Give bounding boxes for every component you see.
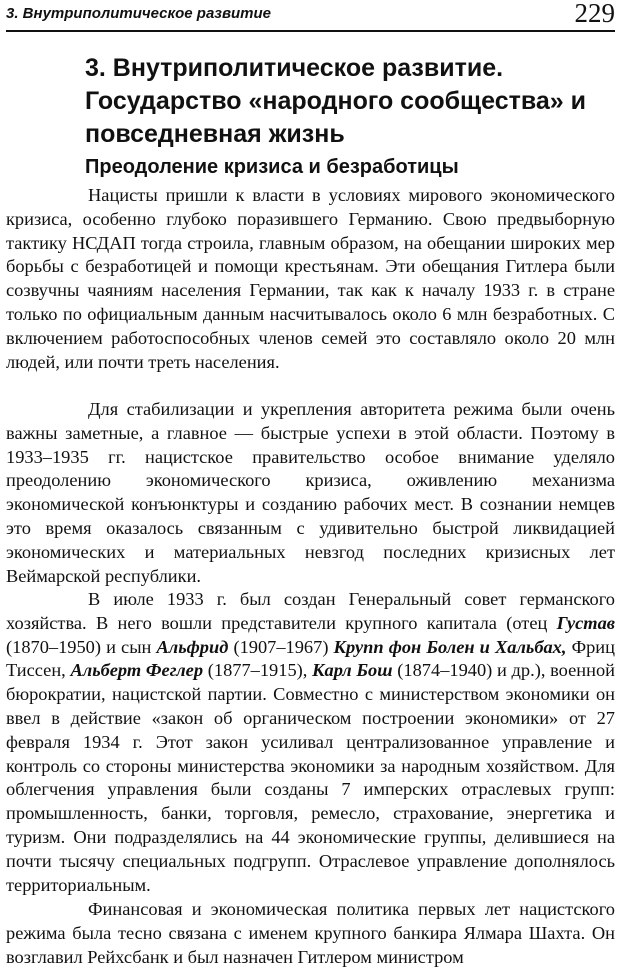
paragraph-2: Для стабилизации и укрепления авторитета режима были очень важны заметные, а главное — быстрые успехи в этой области. Поэтому в 1933–1935 гг. нацистское правительство особое внимание уделяло преодолению экономического кризиса, оживлению механизма экономической конъюнктуры и созданию рабочих мест. В сознании немцев это время оказалось связанным с удивительно быстрой ликвидацией экономических и материальных невзгод последних кризисных лет Веймарской республики. xyxy=(6,399,615,586)
paragraph-1: Нацисты пришли к власти в условиях мирового экономического кризиса, особенно глубоко поразившего Германию. Свою предвыборную тактику НСДАП тогда строила, главным образом, на обещании широких мер борьбы с безработицей и помощи крестьянам. Эти обещания Гитлера были созвучны чаяниям населения Германии, так как к началу 1933 г. в стране только по официальным данным насчитывалось около 6 млн безработных. С включением работоспособных членов семей это составляло около 20 млн людей, или почти треть населения. xyxy=(6,185,615,372)
section-title: Преодоление кризиса и безработицы xyxy=(85,156,459,178)
paragraph-4: Финансовая и экономическая политика первых лет нацистского режима была тесно связана с именем крупного банкира Ялмара Шахта. Он возглавил Рейхсбанк и был назначен Гитлером министром xyxy=(6,899,615,967)
text-run: (1870–1950) и сын xyxy=(6,636,157,657)
paragraph-3 xyxy=(6,588,615,897)
person-name-gustav: Густав xyxy=(556,612,615,633)
person-name-vogler: Альберт Феглер xyxy=(70,660,204,681)
person-name-bosch: Карл Бош xyxy=(312,660,393,681)
text-run: Фриц Тиссен, xyxy=(6,636,615,681)
text-run: (1874–1940) и др.), военной бюрократии, нацистской партии. Совместно с министерством экономики он ввел в действие «закон об органическом построении экономики» от 27 февраля 1934 г. Этот закон усиливал централизованное управление и контроль со стороны министерства экономики за народным хозяйством. Для облегчения управления были созданы 7 имперских отраслевых групп: промышленность, банки, торговля, ремесло, страхование, энергетика и туризм. Они подразделялись на 44 экономические группы, делившиеся на почти тысячу специальных подгрупп. Отраслевое управление дополнялось территориальным. xyxy=(6,660,615,895)
running-header xyxy=(6,0,615,32)
text-run: (1907–1967) xyxy=(228,636,334,657)
running-title: 3. Внутриполитическое развитие xyxy=(6,5,272,22)
page-number: 229 xyxy=(574,0,615,28)
person-name-alfried: Альфрид xyxy=(156,636,229,657)
person-name-krupp: Крупп фон Болен и Хальбах, xyxy=(333,636,567,657)
text-run: (1877–1915), xyxy=(203,660,313,681)
chapter-title: 3. Внутриполитическое развитие. Государство «народного сообщества» и повседневная жизнь xyxy=(85,54,587,148)
text-run: В июле 1933 г. был создан Генеральный совет германского хозяйства. В него вошли представители крупного капитала (отец xyxy=(6,589,615,633)
